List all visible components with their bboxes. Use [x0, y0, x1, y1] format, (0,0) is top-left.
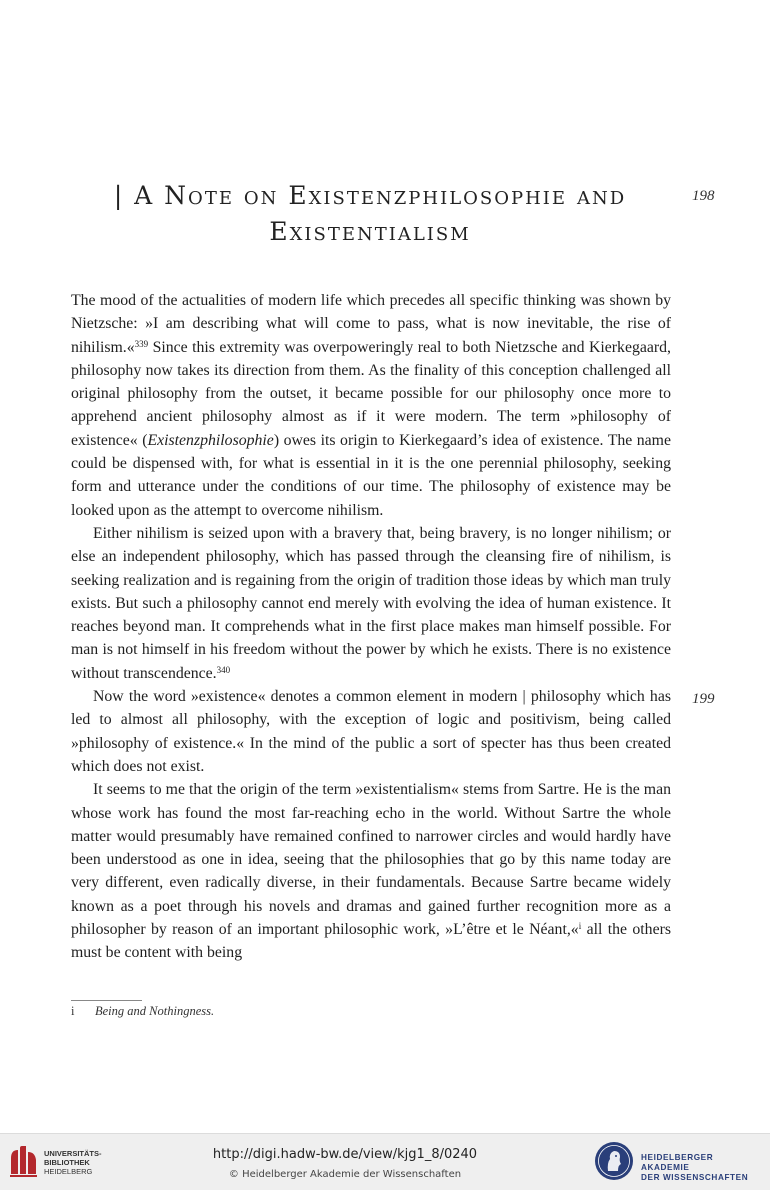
academy-logo[interactable] — [594, 1141, 764, 1185]
body-text — [71, 289, 671, 965]
university-library-logo[interactable] — [8, 1142, 118, 1182]
footer-bar — [0, 1133, 770, 1190]
chapter-title-line-2: Existentialism — [269, 217, 471, 246]
footnote — [71, 1004, 671, 1019]
academy-seal-icon — [594, 1141, 634, 1181]
margin-page-number-199: 199 — [692, 691, 715, 707]
endnote-ref-339[interactable]: 339 — [134, 338, 149, 349]
chapter-title-line-1: | A Note on Existenzphilosophie and — [113, 181, 627, 210]
footnote-divider — [71, 1000, 142, 1001]
university-library-emblem-icon — [8, 1144, 40, 1178]
paragraph-1: The mood of the actualities of modern life which precedes all specific thinking was shown by Nietzsche: »I am describing what will come to pass, what is now inevitable, the rise of nihilism.«$^{339}$ Since this extremity was overpoweringly real to both Nietzsche and Kierkegaard, philosophy now takes its direction from them. As the finality of this conception challenged all original philosophy from the outset, it became possible for our philosophy once more to apprehend ancient philosophy almost as if it were modern. The term »philosophy of existence« (Existenzphilosophie) owes its origin to Kierkegaard’s idea of existence. The name could be dispensed with, for what is essential in it is the one perennial philosophy, seeking form and utterance under the conditions of our time. The philosophy of existence may be looked upon as the attempt to overcome nihilism. — [71, 292, 671, 519]
margin-page-number-198: 198 — [692, 188, 715, 204]
paragraph-4: It seems to me that the origin of the term »existentialism« stems from Sartre. He is the man whose work has found the most far-reaching echo in the world. Without Sartre the whole matter would presumably have remained confined to narrower circles and would hardly have been understood as one in idea, seeing that the philosophies that go by this name today are very different, even radically diverse, in their fundamentals. Because Sartre became widely known as a poet through his novels and dramas and gained further recognition more as a philosopher by reason of an important philosophic work, »L’être et le Néant,«$^i$ all the others must be content with being — [71, 781, 671, 962]
academy-name: HEIDELBERGER AKADEMIE DER WISSENSCHAFTEN — [641, 1153, 749, 1182]
paragraph-3: Now the word »existence« denotes a common element in modern | philosophy which has led to almost all philosophy, with the exception of logic and positivism, being called »philosophy of existence.« In the mind of the public a sort of specter has thus been created which does not exist. — [71, 688, 671, 775]
chapter-title — [70, 178, 670, 250]
university-library-name: UNIVERSITÄTS- BIBLIOTHEK HEIDELBERG — [44, 1149, 102, 1176]
footnote-text: Being and Nothingness. — [95, 1004, 215, 1018]
copyright-notice: © Heidelberger Akademie der Wissenschaften — [228, 1169, 462, 1180]
paragraph-2: Either nihilism is seized upon with a bravery that, being bravery, is no longer nihilism; or else an independent philosophy, which has passed through the cleansing fire of nihilism, is seeking realization and is regaining from the origin of tradition those ideas by which man truly exists. But such a philosophy cannot end merely with evolving the idea of human existence. It reaches beyond man. It comprehends what in the first place makes man himself possible. For man is not himself in his freedom without the power by which he exists. There is no existence without transcendence.$^{340}$ — [71, 524, 671, 682]
footnote-ref-i[interactable]: i — [578, 921, 582, 932]
endnote-ref-340[interactable]: 340 — [216, 664, 231, 675]
permalink-url[interactable]: http://digi.hadw-bw.de/view/kjg1_8/0240 — [212, 1147, 478, 1162]
footnote-mark: i — [71, 1004, 75, 1018]
